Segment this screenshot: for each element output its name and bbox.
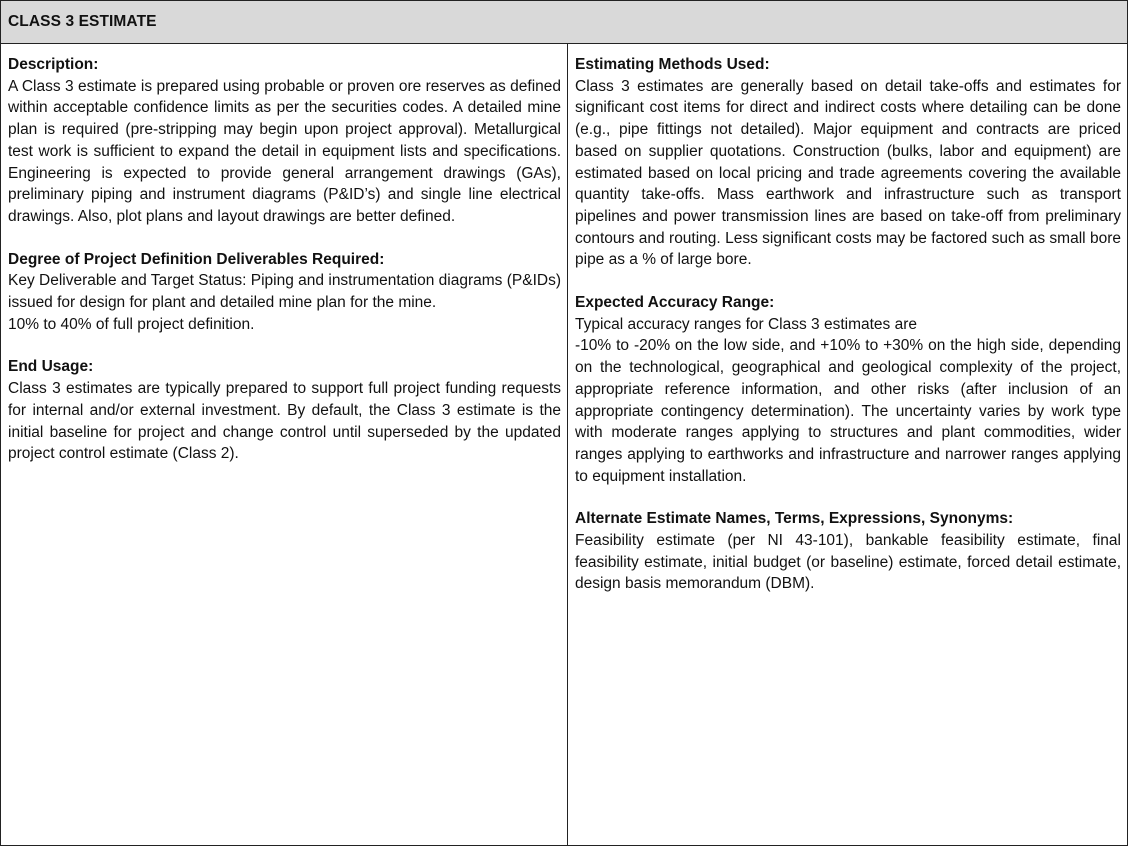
description-title: Description: [8,56,99,73]
description-text: A Class 3 estimate is prepared using probable or proven ore reserves as defined within acceptable confidence limits as per the securities codes. A detailed mine plan is required (pre-stripping may begin upon project approval). Metallurgical test work is sufficient to expand the detail in equipment lists and specifications. Engineering is expected to provide general arrangement drawings (GAs), preliminary piping and instrument diagrams (P&ID’s) and single line electrical drawings. Also, plot plans and layout drawings are better defined. [8,77,561,225]
methods-text: Class 3 estimates are generally based on detail take-offs and estimates for significant cost items for direct and indirect costs where detailing can be done (e.g., pipe fittings not detailed). Major equipment and contracts are priced based on supplier quotations. Construction (bulks, labor and equipment) are estimated based on local pricing and trade agreements covering the available quantity take-offs. Mass earthwork and infrastructure such as transport pipelines and power transmission lines are based on take-off from preliminary contours and routing. Less significant costs may be factored such as small bore pipe as a % of large bore. [575,77,1121,269]
table-header [1,1,1127,44]
methods-section [575,54,1121,271]
header-title: CLASS 3 ESTIMATE [8,13,157,30]
left-column [1,44,568,846]
alternate-section [575,508,1121,595]
definition-extra: 10% to 40% of full project definition. [8,315,255,333]
accuracy-section [575,292,1121,487]
description-section [8,54,561,228]
accuracy-title: Expected Accuracy Range: [575,294,775,312]
usage-title: End Usage: [8,358,94,376]
definition-title: Degree of Project Definition Deliverables Required: [8,250,385,268]
definition-section [8,249,561,336]
usage-text: Class 3 estimates are typically prepared to support full project funding requests for internal and/or external investment. By default, the Class 3 estimate is the initial baseline for project and change control until superseded by the updated project control estimate (Class 2). [8,380,561,463]
definition-text: Key Deliverable and Target Status: Piping and instrumentation diagrams (P&IDs) issued for design for plant and detailed mine plan for the mine. [8,272,561,312]
table-body [1,44,1127,846]
accuracy-intro: Typical accuracy ranges for Class 3 estimates are [575,315,917,333]
alternate-text: Feasibility estimate (per NI 43-101), bankable feasibility estimate, final feasibility estimate, initial budget (or baseline) estimate, forced detail estimate, design basis memorandum (DBM). [575,532,1121,593]
methods-title: Estimating Methods Used: [575,56,770,73]
right-column [568,44,1127,846]
alternate-title: Alternate Estimate Names, Terms, Expressions, Synonyms: [575,510,1014,528]
accuracy-text: -10% to -20% on the low side, and +10% to +30% on the high side, depending on the technological, geographical and geological complexity of the project, appropriate reference information, and other risks (after inclusion of an appropriate contingency determination). The uncertainty varies by work type with moderate ranges applying to structures and plant commodities, wider ranges applying to earthworks and infrastructure and narrower ranges applying to equipment installation. [575,337,1121,485]
usage-section [8,356,561,465]
